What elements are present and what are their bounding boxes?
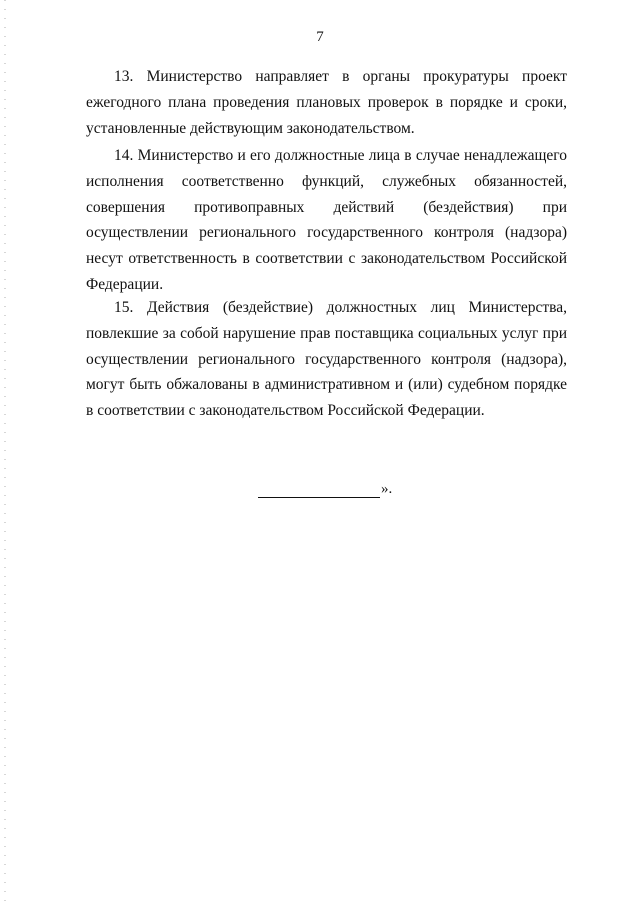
paragraph-15-block	[86, 295, 567, 424]
scan-edge-dots	[4, 0, 6, 905]
paragraph-14-block	[86, 143, 567, 298]
closing-underline	[258, 484, 380, 498]
document-closing	[258, 481, 392, 498]
page-number: 7	[316, 29, 324, 45]
paragraph-14: 14. Министерство и его должностные лица в случае ненадлежащего исполнения соответственно функций, служебных обязанностей, совершения противоправных действий (бездействия) при осуществлении регионального государственного контроля (надзора) несут ответственность в соответствии с законодательством Российской Федерации.	[86, 147, 567, 293]
closing-quote-mark: ».	[381, 481, 393, 497]
paragraph-13: 13. Министерство направляет в органы прокуратуры проект ежегодного плана проведения плановых проверок в порядке и сроки, установленные действующим законодательством.	[86, 68, 567, 137]
paragraph-15: 15. Действия (бездействие) должностных лиц Министерства, повлекшие за собой нарушение прав поставщика социальных услуг при осуществлении регионального государственного контроля (надзора), могут быть обжалованы в административном и (или) судебном порядке в соответствии с законодательством Российской Федерации.	[86, 299, 567, 420]
paragraph-13-block	[86, 64, 567, 141]
